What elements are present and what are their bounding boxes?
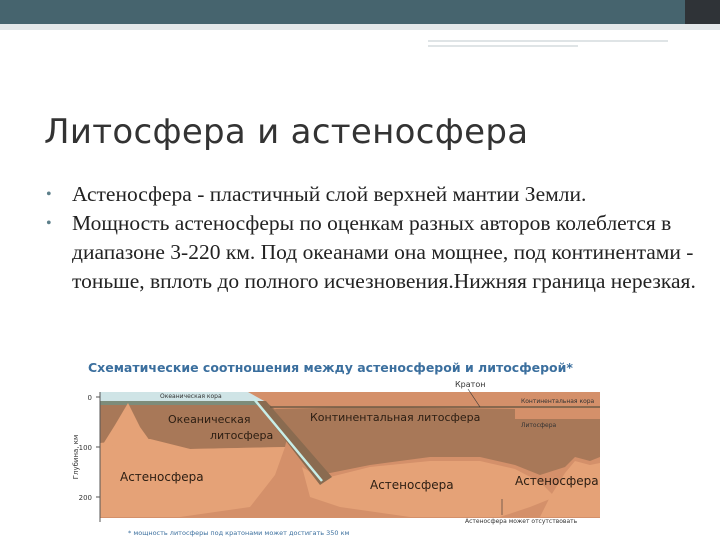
lithosphere-diagram	[70, 357, 650, 540]
bullet-dot: •	[46, 186, 52, 203]
label-asth-center: Астеносфера	[370, 478, 454, 492]
bullet-text: Мощность астеносферы по оценкам разных авторов колеблется в диапазоне 3-220 км. Под океанами она мощнее, под континентами - тоньше, вплоть до полного исчезновения.Нижняя граница нерезкая.	[72, 211, 696, 293]
top-bar	[0, 0, 720, 24]
oceanic-crust	[100, 401, 270, 405]
diagram-footnote: * мощность литосферы под кратонами может достигать 350 км	[128, 529, 350, 537]
label-ocean-litho-2: литосфера	[210, 429, 274, 442]
top-bar-corner	[685, 0, 720, 24]
label-ocean-litho-1: Океаническая	[168, 413, 251, 426]
decor-line-1	[428, 40, 668, 42]
bullet-dot: •	[46, 215, 52, 232]
tick-label: 200	[78, 494, 92, 502]
label-asth-left: Астеносфера	[120, 470, 204, 484]
bullet-list	[46, 180, 706, 296]
bullet-text: Астеносфера - пластичный слой верхней мантии Земли.	[72, 182, 587, 206]
label-continental-crust: Континентальная кора	[521, 398, 595, 405]
top-bar-band	[0, 0, 685, 24]
label-right-lithosphere: Литосфера	[521, 422, 557, 429]
top-bar-stripe	[0, 24, 720, 30]
label-oceanic-crust: Океаническая кора	[160, 393, 222, 400]
label-continental-litho: Континентальная литосфера	[310, 411, 481, 424]
decor-line-2	[428, 45, 578, 47]
tick-label: 100	[78, 444, 92, 452]
label-craton: Кратон	[455, 380, 486, 389]
bullet-item	[46, 180, 706, 209]
tick-label: 0	[87, 394, 92, 402]
bullet-item	[46, 209, 706, 296]
slide-title: Литосфера и астеносфера	[44, 112, 529, 152]
label-asth-right: Астеносфера	[515, 474, 599, 488]
label-absent-note: Астеносфера может отсутствовать	[465, 518, 578, 525]
diagram-caption: Схематические соотношения между астеносферой и литосферой*	[88, 360, 573, 375]
y-axis-label: Глубина, км	[72, 434, 80, 480]
